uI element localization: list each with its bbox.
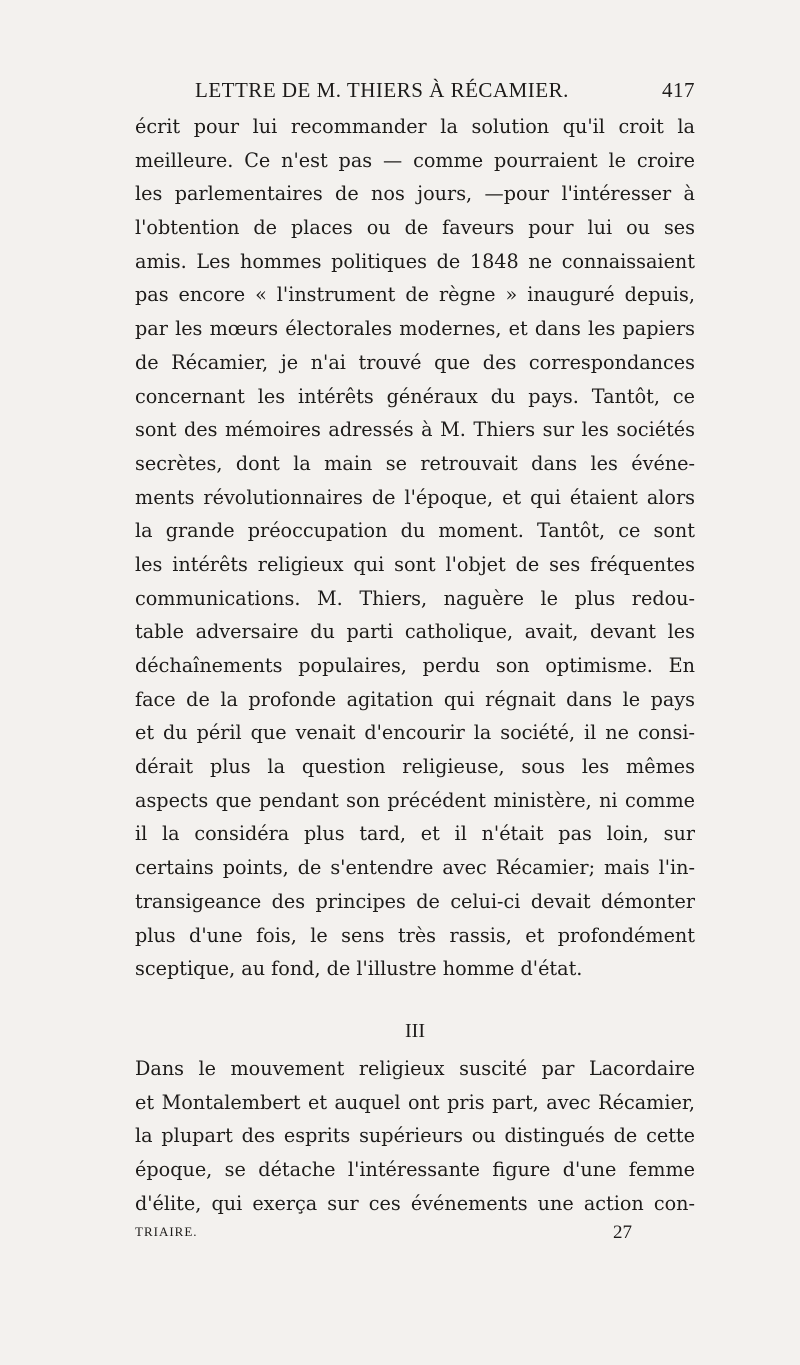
text-line: sont des mémoires adressés à M. Thiers sur les sociétés <box>135 418 695 442</box>
text-line: plus d'une fois, le sens très rassis, et profondément <box>135 923 695 947</box>
text-line: ments révolutionnaires de l'époque, et qui étaient alors <box>135 485 695 509</box>
book-page <box>135 72 695 1250</box>
text-line: époque, se détache l'intéressante figure d'une femme <box>135 1157 695 1181</box>
text-line: et Montalembert et auquel ont pris part, avec Récamier, <box>135 1090 695 1114</box>
text-line: aspects que pendant son précédent ministère, ni comme <box>135 788 695 812</box>
running-title: LETTRE DE M. THIERS À RÉCAMIER. <box>195 78 569 102</box>
text-line: la grande préoccupation du moment. Tantôt, ce sont <box>135 519 695 543</box>
paragraph-1 <box>135 110 695 986</box>
text-line: certains points, de s'entendre avec Récamier; mais l'in- <box>135 856 695 880</box>
text-line: concernant les intérêts généraux du pays. Tantôt, ce <box>135 384 695 408</box>
text-line: amis. Les hommes politiques de 1848 ne connaissaient <box>135 249 695 273</box>
text-line: écrit pour lui recommander la solution qu'il croit la <box>135 115 695 138</box>
signature-mark: TRIAIRE. <box>135 1224 198 1240</box>
running-head <box>135 72 695 110</box>
section-heading: III <box>405 1019 425 1042</box>
text-line: les intérêts religieux qui sont l'objet de ses fréquentes <box>135 552 695 576</box>
text-line: les parlementaires de nos jours, —pour l'intéresser à <box>135 182 695 206</box>
text-line: meilleure. Ce n'est pas — comme pourraient le croire <box>135 148 695 172</box>
text-line: face de la profonde agitation qui régnait dans le pays <box>135 687 695 711</box>
text-line: Dans le mouvement religieux suscité par Lacordaire <box>135 1056 695 1080</box>
text-line: table adversaire du parti catholique, avait, devant les <box>135 620 695 644</box>
paragraph-2 <box>135 1052 695 1220</box>
text-line: déchaînements populaires, perdu son optimisme. En <box>135 654 695 677</box>
text-line: il la considéra plus tard, et il n'était pas loin, sur <box>135 822 695 846</box>
text-line: de Récamier, je n'ai trouvé que des correspondances <box>135 350 695 374</box>
text-line: sceptique, au fond, de l'illustre homme d'état. <box>135 957 583 981</box>
text-line: l'obtention de places ou de faveurs pour lui ou ses <box>135 216 695 240</box>
page-footer <box>135 1222 695 1250</box>
text-line: et du péril que venait d'encourir la société, il ne consi- <box>135 721 695 745</box>
text-line: transigeance des principes de celui-ci devait démonter <box>135 889 695 913</box>
page-number: 417 <box>662 78 695 102</box>
text-line: d'élite, qui exerça sur ces événements une action con- <box>135 1191 695 1215</box>
text-line: communications. M. Thiers, naguère le plus redou- <box>135 586 695 610</box>
text-line: dérait plus la question religieuse, sous les mêmes <box>135 755 695 779</box>
text-line: par les mœurs électorales modernes, et dans les papiers <box>135 317 695 341</box>
sheet-number: 27 <box>613 1222 632 1244</box>
text-line: pas encore « l'instrument de règne » inauguré depuis, <box>135 283 695 307</box>
text-line: la plupart des esprits supérieurs ou distingués de cette <box>135 1124 695 1148</box>
text-line: secrètes, dont la main se retrouvait dans les événe- <box>135 451 695 475</box>
